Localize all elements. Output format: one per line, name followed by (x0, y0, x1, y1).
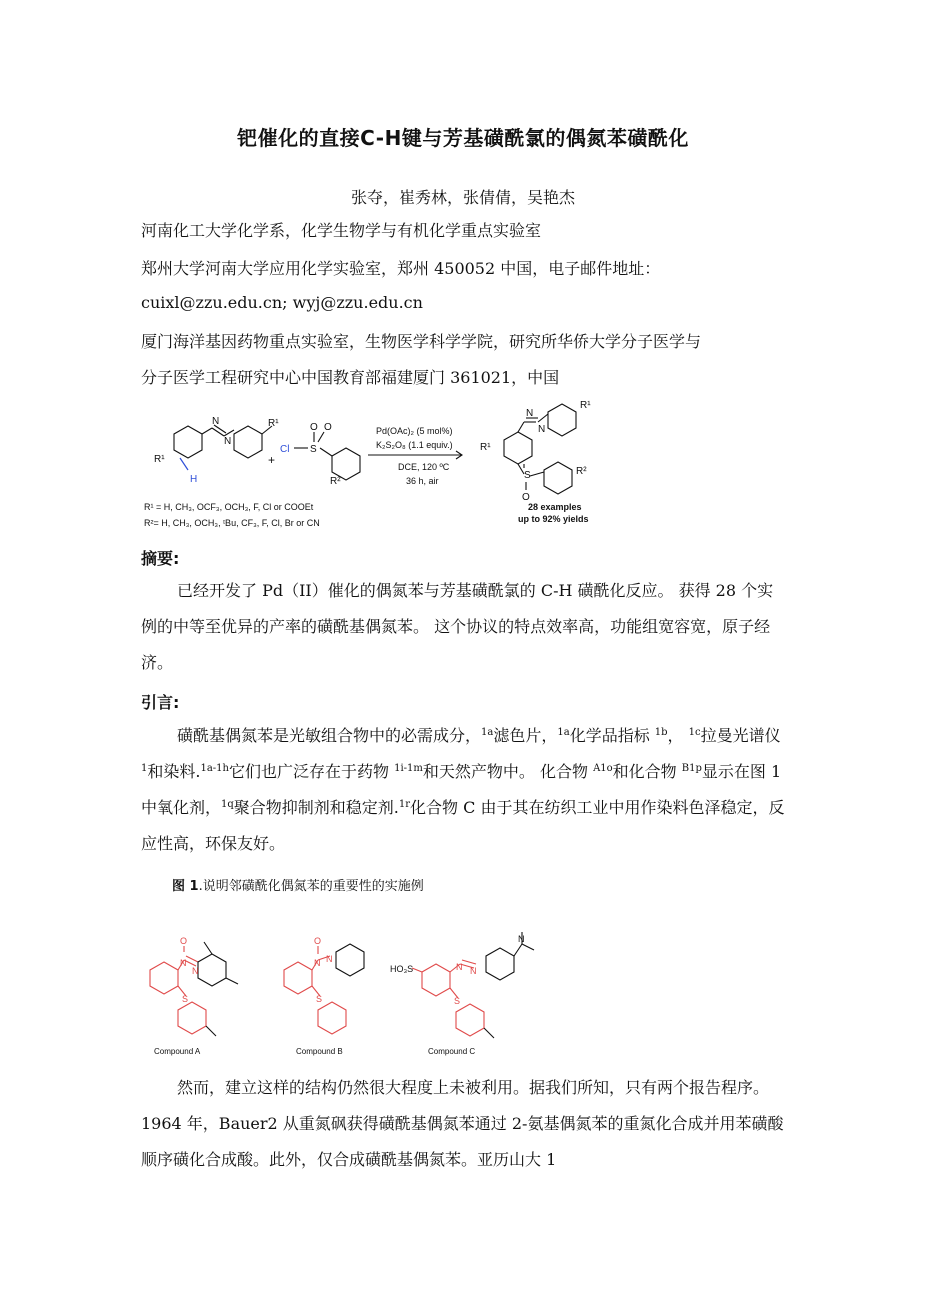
compound-a-s: S (182, 994, 189, 1004)
reactant-r1-right: R¹ (268, 418, 279, 429)
condition-time: 36 h, air (406, 476, 439, 486)
compound-a-label: Compound A (154, 1047, 201, 1056)
closing-paragraph: 然而，建立这样的结构仍然很大程度上未被利用。据我们所知，只有两个报告程序。 1964 年，Bauer2 从重氮砜获得磺酰基偶氮苯通过 2-氨基偶氮苯的重氮化合成并用苯磺酸顺序磺化合成酸。此外，仅合成磺酰基偶氮苯。亚历山大 1 (141, 1078, 784, 1169)
abstract-text: 已经开发了 Pd（II）催化的偶氮苯与芳基磺酰氯的 C-H 磺酰化反应。 获得 28 个实例的中等至优异的产率的磺酰基偶氮苯。 这个协议的特点效率高，功能组宽容宽，原子经济。 (141, 581, 774, 672)
intro-text-segment: 和染料. (147, 762, 201, 781)
citation-marker: 1a (481, 727, 494, 738)
citation-marker: 1r (398, 799, 411, 810)
intro-text-segment: 聚合物抑制剂和稳定剂. (233, 798, 399, 817)
azo-n1: N (212, 416, 220, 427)
compound-b-label: Compound B (296, 1047, 343, 1056)
ring-product-top (548, 404, 576, 436)
intro-heading: 引言: (141, 693, 180, 712)
intro-text-segment: 滤色片， (493, 726, 558, 745)
ring-reactant-right (234, 426, 262, 458)
condition-catalyst: Pd(OAc)₂ (5 mol%) (376, 426, 453, 436)
condition-solvent: DCE, 120 ºC (398, 462, 450, 472)
citation-marker: A1o (593, 763, 613, 774)
oxygen-label-1: O (310, 422, 318, 433)
author-list: 张夺，崔秀林，张倩倩，吴艳杰 (350, 188, 575, 207)
plus-sign: + (268, 453, 276, 467)
yield-summary: up to 92% yields (518, 514, 589, 524)
compound-a-structure (150, 946, 206, 1034)
citation-marker: 1c (688, 727, 701, 738)
condition-oxidant: K₂S₂O₈ (1.1 equiv.) (376, 440, 453, 450)
product-r1-top: R¹ (580, 400, 591, 411)
compound-c-sulfonate: HO₃S (390, 964, 414, 974)
compound-c-n1: N (456, 962, 463, 972)
paper-title: 钯催化的直接C-H键与芳基磺酰氯的偶氮苯磺酰化 (237, 126, 689, 150)
product-sulfur: S (524, 470, 531, 481)
citation-marker: 1a-1h (200, 763, 229, 774)
compound-b-o: O (314, 936, 322, 946)
compound-a-o: O (180, 936, 188, 946)
figure-label: 图 1 (172, 879, 199, 894)
citation-marker: 1b (654, 727, 668, 738)
ch-bond (180, 458, 188, 470)
compound-c-label: Compound C (428, 1047, 476, 1056)
intro-text-segment: ， (667, 726, 689, 745)
affiliation-3-cont: 分子医学工程研究中心中国教育部福建厦门 361021，中国 (141, 368, 560, 387)
compound-c-s: S (454, 996, 461, 1006)
intro-text-segment: 磺酰基偶氮苯是光敏组合物中的必需成分， (177, 726, 482, 745)
examples-count: 28 examples (528, 502, 582, 512)
intro-text-segment: 化学品指标 (569, 726, 655, 745)
ring-product-bottom (544, 462, 572, 494)
product-r1-core: R¹ (480, 442, 491, 453)
affiliation-1: 河南化工大学化学系，化学生物学与有机化学重点实验室 (141, 221, 542, 240)
compound-c-amine-n: N (518, 934, 525, 944)
compound-c-n2: N (470, 966, 477, 976)
email-addresses: cuixl@zzu.edu.cn; wyj@zzu.edu.cn (141, 293, 423, 312)
ring-product-core (504, 432, 532, 464)
product-n1: N (526, 408, 534, 419)
product-r2: R² (576, 466, 587, 477)
citation-marker: 1i-1m (394, 763, 423, 774)
ring-reactant-left (174, 426, 202, 458)
citation-marker: 1a (557, 727, 570, 738)
intro-text-segment: 拉曼光谱仪 (700, 726, 781, 745)
reaction-scheme (140, 398, 620, 536)
compound-b-n2: N (326, 954, 333, 964)
reactant-r2: R² (330, 476, 341, 487)
abstract-heading: 摘要: (141, 549, 180, 568)
figure-1-structures (140, 910, 560, 1060)
citation-marker: B1p (681, 763, 702, 774)
r2-definition: R²= H, CH₃, OCH₃, ᵗBu, CF₃, F, Cl, Br or CN (144, 518, 320, 528)
azo-n2: N (224, 436, 232, 447)
citation-marker: 1q (221, 799, 234, 810)
compound-b-s: S (316, 994, 323, 1004)
chlorine-label: Cl (280, 444, 290, 455)
compound-a-n2: N (192, 966, 199, 976)
intro-text-segment: 和天然产物中。 化合物 (422, 762, 594, 781)
figure-caption-text: .说明邻磺酰化偶氮苯的重要性的实施例 (198, 879, 424, 894)
intro-text-segment: 显示在图 1 中氧化剂， (141, 762, 782, 817)
hydrogen-label: H (190, 474, 198, 485)
intro-text-segment: 和化合物 (612, 762, 682, 781)
intro-text-segment: 化合物 C 由于其在纺织工业中用作染料色泽稳定，反应性高，环保友好。 (141, 798, 785, 853)
intro-text-segment: 它们也广泛存在于药物 (228, 762, 395, 781)
product-n2: N (538, 424, 546, 435)
oxygen-label-2: O (324, 422, 332, 433)
affiliation-2: 郑州大学河南大学应用化学实验室，郑州 450052 中国，电子邮件地址： (141, 259, 661, 278)
r1-definition: R¹ = H, CH₃, OCF₃, OCH₃, F, Cl or COOEt (144, 502, 314, 512)
affiliation-3: 厦门海洋基因药物重点实验室，生物医学科学学院，研究所华侨大学分子医学与 (141, 332, 702, 351)
compound-b-n1: N (314, 958, 321, 968)
compound-a-n1: N (180, 958, 187, 968)
sulfur-label: S (310, 444, 317, 455)
figure-caption (172, 875, 424, 894)
product-oxygen: O (522, 492, 530, 503)
citation-marker: 1 (141, 763, 148, 774)
intro-paragraph (141, 718, 789, 862)
reactant-r1-left: R¹ (154, 454, 165, 465)
